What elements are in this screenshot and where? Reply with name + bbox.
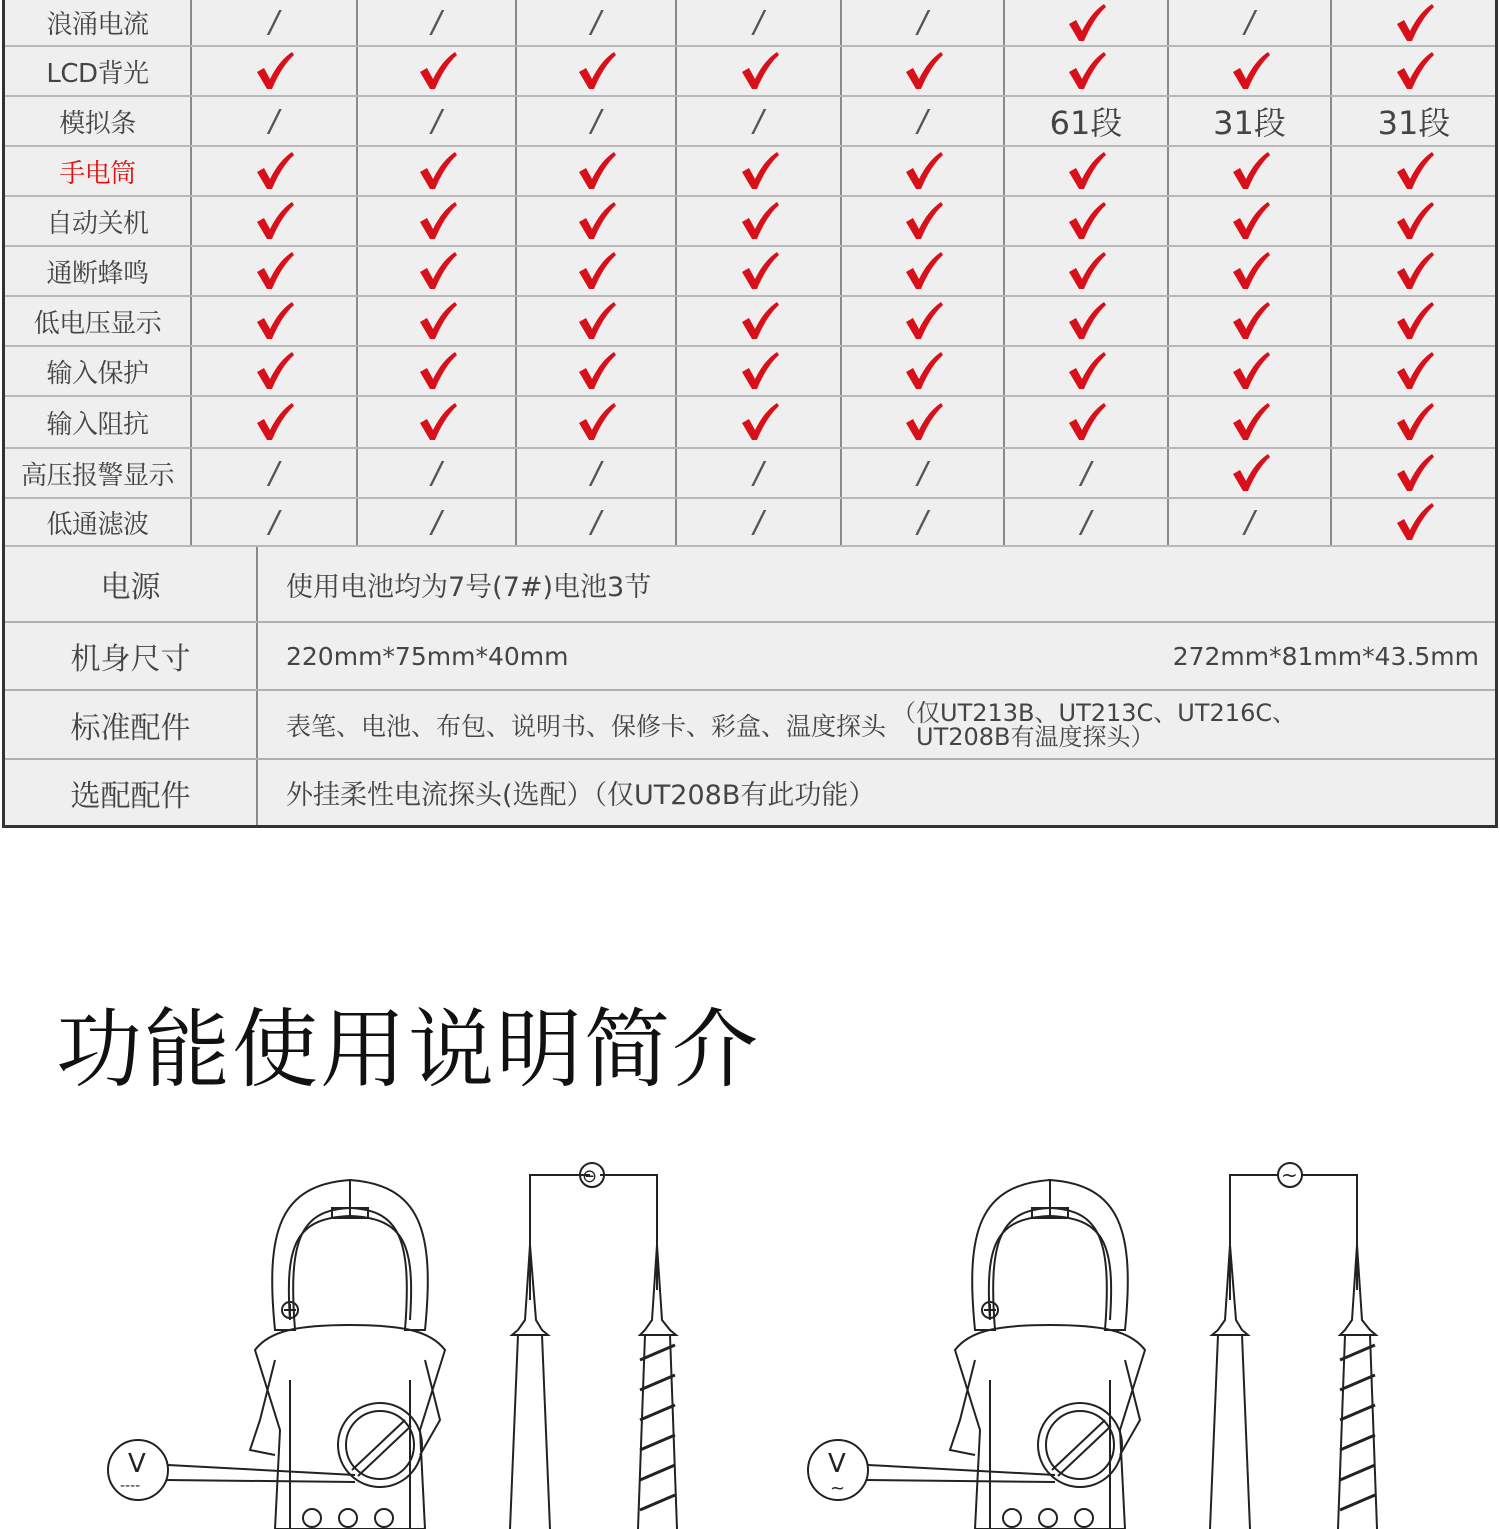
slash-mark: /	[1080, 455, 1092, 491]
spec-label: 标准配件	[5, 691, 258, 758]
cell-value: 31段	[1377, 104, 1451, 142]
spec-value	[258, 623, 1495, 689]
feature-row	[5, 147, 1495, 197]
slash-mark: /	[590, 103, 602, 139]
check-icon	[677, 297, 842, 345]
slash-mark: /	[431, 103, 442, 139]
slash-mark: /	[1080, 504, 1092, 540]
ac-voltage-diagram	[800, 1120, 1440, 1529]
feature-row	[5, 97, 1495, 147]
slash-mark: /	[590, 5, 602, 40]
slash-mark: /	[268, 504, 280, 540]
check-icon	[1005, 347, 1169, 395]
spec-value	[258, 691, 1495, 758]
check-icon	[192, 47, 358, 95]
not-supported-mark	[1005, 449, 1169, 497]
check-icon	[1169, 397, 1332, 447]
slash-mark: /	[917, 5, 928, 40]
size-large-models: 272mm*81mm*43.5mm	[1172, 641, 1479, 671]
not-supported-mark	[1169, 499, 1332, 545]
check-icon	[677, 247, 842, 295]
check-icon	[1169, 247, 1332, 295]
not-supported-mark	[1169, 0, 1332, 45]
spec-value: 外挂柔性电流探头(选配）（仅UT208B有此功能）	[286, 780, 876, 811]
check-icon	[358, 197, 517, 245]
cell-value: 61段	[1005, 97, 1169, 145]
not-supported-mark	[358, 449, 517, 497]
feature-name: 输入保护	[5, 347, 192, 395]
accessories-note	[892, 698, 1297, 751]
check-icon	[1332, 347, 1496, 395]
check-icon	[842, 197, 1005, 245]
check-icon	[358, 247, 517, 295]
check-icon	[677, 347, 842, 395]
feature-name: 低电压显示	[5, 297, 192, 345]
check-icon	[677, 47, 842, 95]
slash-mark: /	[753, 103, 764, 139]
spec-row-size	[5, 621, 1495, 689]
feature-row	[5, 499, 1495, 547]
check-icon	[1005, 297, 1169, 345]
cell-value: 31段	[1169, 97, 1332, 145]
feature-row	[5, 397, 1495, 449]
slash-mark: /	[590, 504, 602, 540]
feature-name: 自动关机	[5, 197, 192, 245]
not-supported-mark	[358, 0, 517, 45]
not-supported-mark	[192, 499, 358, 545]
spec-row-power	[5, 547, 1495, 621]
dc-symbol: ⊖	[582, 1166, 598, 1187]
not-supported-mark	[517, 449, 677, 497]
not-supported-mark	[192, 0, 358, 45]
not-supported-mark	[517, 0, 677, 45]
slash-mark: /	[753, 504, 764, 540]
not-supported-mark	[1005, 499, 1169, 545]
slash-mark: /	[917, 455, 928, 491]
check-icon	[1332, 449, 1496, 497]
not-supported-mark	[842, 0, 1005, 45]
check-icon	[1169, 449, 1332, 497]
check-icon	[1005, 197, 1169, 245]
not-supported-mark	[842, 499, 1005, 545]
check-icon	[1332, 297, 1496, 345]
not-supported-mark	[842, 97, 1005, 145]
check-icon	[358, 347, 517, 395]
check-icon	[677, 197, 842, 245]
check-icon	[1005, 247, 1169, 295]
not-supported-mark	[192, 97, 358, 145]
slash-mark: /	[753, 5, 764, 40]
check-icon	[517, 297, 677, 345]
not-supported-mark	[677, 449, 842, 497]
check-icon	[358, 397, 517, 447]
feature-name: 高压报警显示	[5, 449, 192, 497]
check-icon	[1005, 397, 1169, 447]
feature-row	[5, 0, 1495, 47]
check-icon	[842, 297, 1005, 345]
feature-name: 手电筒	[5, 147, 192, 195]
dc-voltage-diagram	[100, 1120, 740, 1529]
check-icon	[517, 197, 677, 245]
feature-row	[5, 47, 1495, 97]
spec-table	[2, 0, 1498, 828]
slash-mark: /	[431, 504, 442, 540]
feature-name: 浪涌电流	[5, 0, 192, 45]
spec-label: 电源	[5, 547, 258, 621]
feature-name: 低通滤波	[5, 499, 192, 545]
badge-ac-label: ~	[830, 1478, 846, 1499]
check-icon	[842, 347, 1005, 395]
check-icon	[1332, 397, 1496, 447]
badge-voltage-label: V	[128, 1449, 146, 1479]
spec-label: 选配配件	[5, 760, 258, 825]
not-supported-mark	[517, 499, 677, 545]
check-icon	[1005, 147, 1169, 195]
spec-value: 使用电池均为7号(7#)电池3节	[286, 571, 652, 603]
feature-name: 通断蜂鸣	[5, 247, 192, 295]
check-icon	[517, 47, 677, 95]
feature-name: 模拟条	[5, 97, 192, 145]
not-supported-mark	[358, 97, 517, 145]
slash-mark: /	[917, 103, 928, 139]
not-supported-mark	[192, 449, 358, 497]
spec-label: 机身尺寸	[5, 623, 258, 689]
slash-mark: /	[917, 504, 928, 540]
check-icon	[1169, 47, 1332, 95]
check-icon	[677, 147, 842, 195]
check-icon	[192, 247, 358, 295]
check-icon	[1332, 47, 1496, 95]
ac-symbol: ~	[1281, 1163, 1298, 1187]
slash-mark: /	[431, 455, 442, 491]
check-icon	[1169, 197, 1332, 245]
slash-mark: /	[590, 455, 602, 491]
check-icon	[842, 247, 1005, 295]
check-icon	[1005, 0, 1169, 45]
accessories-list: 表笔、电池、布包、说明书、保修卡、彩盒、温度探头	[286, 711, 887, 741]
check-icon	[358, 47, 517, 95]
check-icon	[842, 47, 1005, 95]
not-supported-mark	[842, 449, 1005, 497]
check-icon	[192, 347, 358, 395]
check-icon	[1169, 297, 1332, 345]
check-icon	[192, 297, 358, 345]
slash-mark: /	[1244, 504, 1255, 540]
check-icon	[192, 147, 358, 195]
feature-name: LCD背光	[5, 47, 192, 95]
accessories-note-line1: （仅UT213B、UT213C、UT216C、	[892, 698, 1297, 727]
check-icon	[1332, 0, 1496, 45]
size-small-models: 220mm*75mm*40mm	[286, 641, 569, 671]
check-icon	[517, 247, 677, 295]
slash-mark: /	[753, 455, 764, 491]
check-icon	[1332, 499, 1496, 545]
feature-row	[5, 247, 1495, 297]
slash-mark: /	[431, 5, 442, 40]
check-icon	[192, 197, 358, 245]
not-supported-mark	[677, 0, 842, 45]
feature-row	[5, 347, 1495, 397]
feature-row	[5, 449, 1495, 499]
feature-row	[5, 197, 1495, 247]
accessories-note-line2: UT208B有温度探头）	[916, 722, 1155, 751]
spec-row-optional	[5, 758, 1495, 825]
check-icon	[358, 297, 517, 345]
check-icon	[1332, 197, 1496, 245]
check-icon	[1169, 347, 1332, 395]
check-icon	[1005, 47, 1169, 95]
feature-row	[5, 297, 1495, 347]
not-supported-mark	[677, 499, 842, 545]
slash-mark: /	[268, 5, 280, 40]
check-icon	[842, 147, 1005, 195]
check-icon	[192, 397, 358, 447]
badge-dc-label: ----	[120, 1478, 141, 1494]
slash-mark: /	[1244, 5, 1255, 40]
check-icon	[1332, 147, 1496, 195]
spec-row-accessories	[5, 689, 1495, 758]
check-icon	[1332, 247, 1496, 295]
section-title: 功能使用说明简介	[56, 1000, 760, 1100]
feature-name: 输入阻抗	[5, 397, 192, 447]
not-supported-mark	[358, 499, 517, 545]
not-supported-mark	[517, 97, 677, 145]
slash-mark: /	[268, 103, 280, 139]
check-icon	[517, 397, 677, 447]
badge-voltage-label: V	[828, 1449, 846, 1479]
check-icon	[358, 147, 517, 195]
check-icon	[1169, 147, 1332, 195]
check-icon	[842, 397, 1005, 447]
check-icon	[677, 397, 842, 447]
slash-mark: /	[268, 455, 280, 491]
not-supported-mark	[677, 97, 842, 145]
check-icon	[517, 347, 677, 395]
check-icon	[517, 147, 677, 195]
